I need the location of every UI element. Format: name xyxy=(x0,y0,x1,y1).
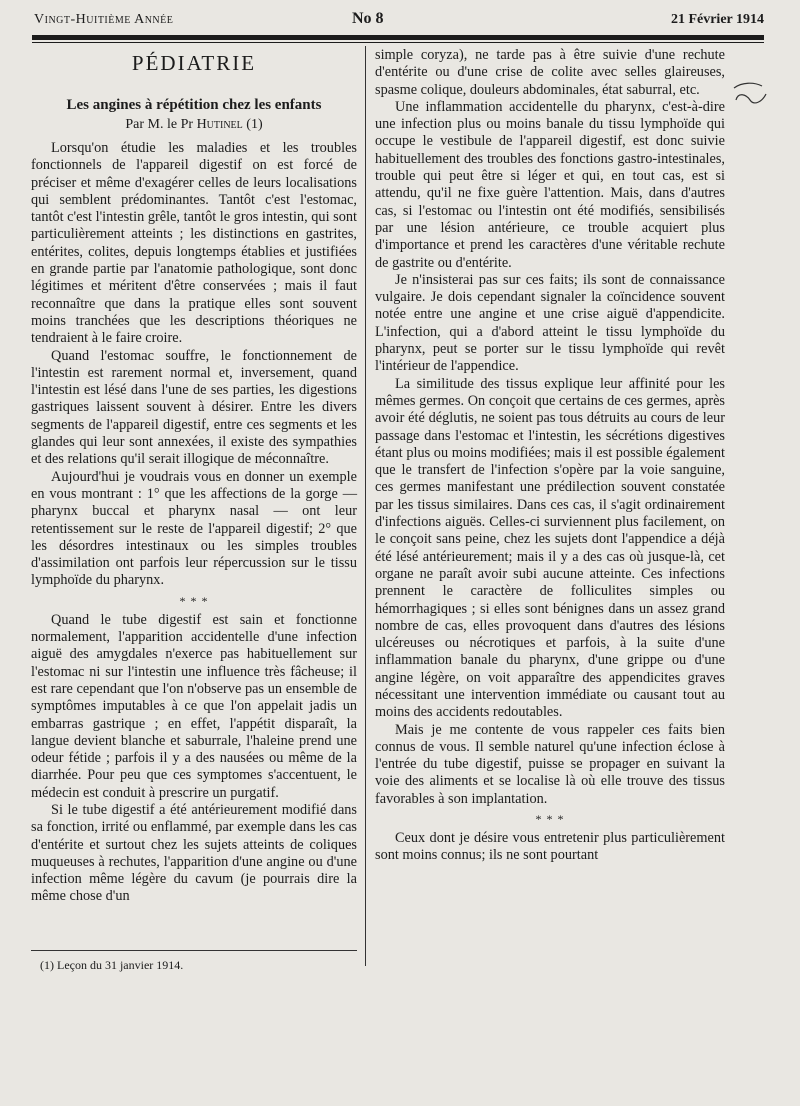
paragraph: Si le tube digestif a été antérieurement modifié dans sa fonction, irrité ou enflammé, par exemple dans les cas d'entérite et surtout chez les sujets atteints de coliques muqueuses à rechutes, l'apparition d'une angine ou d'une infection même légère du cavum (je pourrais dire la même chose d'un xyxy=(31,801,357,905)
paragraph: Mais je me contente de vous rappeler ces faits bien connus de vous. Il semble naturel qu'une infection éclose à l'entrée du tube digestif, puisse se propager en suivant la voie des aliments et se localise là où elle trouve des tissus favorables à son implantation. xyxy=(375,721,725,807)
footnote-ref: (1) xyxy=(246,117,263,132)
volume-year: Vingt-Huitième Année xyxy=(34,12,174,27)
paragraph: Une inflammation accidentelle du pharynx, c'est-à-dire une infection plus ou moins banale du tissu lymphoïde qui occupe le vestibule de l'appareil digestif, est donc suivie habituellement des troubles des fonctions gastro-intestinales, trouble qui peut être si léger et qui, en tout cas, est si attendu, qu'il ne fixe guère l'attention. Mais, dans d'autres cas, si l'estomac ou l'intestin ont été modifiés, sensibilisés par une lésion antérieure, ce trouble acquiert plus d'importance et prend les caractères d'une véritable rechute de gastrite ou d'entérite. xyxy=(375,98,725,271)
paragraph: Je n'insisterai pas sur ces faits; ils sont de connaissance vulgaire. Je dois cependant signaler la coïncidence souvent notée entre une angine et une crise aiguë d'appendicite. L'infection, qui a d'abord atteint le tissu lymphoïde du pharynx, peut se porter sur le tissu lymphoïde qui revêt l'intérieur de l'appendice. xyxy=(375,271,725,375)
issue-date: 21 Février 1914 xyxy=(670,12,764,27)
header-rule-thick xyxy=(32,35,764,40)
issue-number: No 8 xyxy=(352,10,384,27)
paragraph: Quand le tube digestif est sain et fonctionne normalement, l'apparition accidentelle d'une infection aiguë des amygdales n'exerce pas habituellement sur l'estomac ni sur l'intestin une influence très fâcheuse; il est rare cependant que l'on n'observe pas un ensemble de symptômes imputables à ce que l'on appelait jadis un embarras gastrique ; en effet, l'appétit disparaît, la langue devient blanche et saburrale, l'haleine prend une odeur fétide ; parfois il y a des nausées ou même de la diarrhée. Pour peu que ces symptomes s'accentuent, le médecin est conduit à prescrire un purgatif. xyxy=(31,611,357,801)
header-rule-thin xyxy=(32,42,764,43)
running-header xyxy=(34,8,764,30)
section-separator: * * * xyxy=(535,812,565,827)
footnote: (1) Leçon du 31 janvier 1914. xyxy=(40,958,184,972)
column-divider xyxy=(365,46,366,966)
paragraph: simple coryza), ne tarde pas à être suivie d'une rechute d'entérite ou d'une crise de colite avec selles glaireuses, spasme colique, douleurs abdominales, état saburral, etc. xyxy=(375,47,725,98)
byline-prefix: Par M. le Pr xyxy=(125,117,194,132)
paragraph: Quand l'estomac souffre, le fonctionnement de l'intestin est rarement normal et, inversement, quand l'intestin est lésé dans l'une de ses parties, les digestions gastriques laissent souvent à désirer. Entre les divers segments de l'appareil digestif, entre ces segments et les glandes qui leur sont annexées, il existe des sympathies et des relations qu'il serait illogique de méconnaître. xyxy=(31,347,357,468)
article-title: Les angines à répétition chez les enfants xyxy=(66,97,322,113)
right-column xyxy=(375,47,725,865)
footnote-rule xyxy=(31,950,357,951)
paragraph: La similitude des tissus explique leur affinité pour les mêmes germes. On conçoit que certains de ces germes, après avoir été déglutis, ne soient pas tous détruits au cours de leur passage dans l'estomac et l'intestin, les sécrétions digestives étant plus ou moins modifiées; mais il est possible également que le transfert de l'infection s'opère par la voie sanguine, ces germes manifestant une prédilection souvent constatée par les tissus similaires. Dans ces cas, il s'agit ordinairement d'infections aiguës. Celles-ci surviennent plus facilement, on le conçoit sans peine, chez les sujets dont l'appendice a déjà été lésé antérieurement; mais il y a des cas où jusque-là, cet organe ne paraît avoir subi aucune atteinte. Ces infections prennent le caractère de folliculites simples ou hémorrhagiques ; si elles sont bénignes dans un assez grand nombre de cas, elles provoquent dans d'autres des lésions ulcéreuses ou nécrotiques et parfois, à la suite d'une inflammation banale du pharynx, d'une grippe ou d'une angine légère, on voit apparaître des appendicites graves nécessitant une intervention immédiate ou causant tout au moins des accidents redoutables. xyxy=(375,375,725,721)
section-title: PÉDIATRIE xyxy=(131,51,257,75)
byline xyxy=(31,116,357,134)
left-column xyxy=(31,50,357,906)
paragraph: Aujourd'hui je voudrais vous en donner un exemple en vous montrant : 1° que les affections de la gorge — pharynx buccal et pharynx nasal — ont leur retentissement sur le reste de l'appareil digestif; 2° que les désordres intestinaux ou les simples troubles d'assimilation ont parfois leur répercussion sur le tissu lymphoïde du pharynx. xyxy=(31,468,357,589)
section-separator: * * * xyxy=(179,593,209,608)
paragraph: Ceux dont je désire vous entretenir plus particulièrement sont moins connus; ils ne sont pourtant xyxy=(375,830,725,864)
pencil-annotation-icon xyxy=(732,80,772,110)
paragraph: Lorsqu'on étudie les maladies et les troubles fonctionnels de l'appareil digestif on est forcé de préciser et même d'exagérer celles de leurs localisations qui semblent prédominantes. Tantôt c'est l'estomac, tantôt c'est l'intestin grêle, tantôt le gros intestin, qui sont particulièrement atteints ; les distinctions en gastrites, entérites, colites, depuis longtemps établies et justifiées en grande partie par l'anatomie pathologique, sont donc légitimes et méritent d'être conservées ; mais il faut reconnaître que dans la pratique elles sont souvent moins tranchées que les descriptions théoriques ne tendraient à le faire croire. xyxy=(31,140,357,347)
author-name: Hutinel xyxy=(196,117,243,132)
